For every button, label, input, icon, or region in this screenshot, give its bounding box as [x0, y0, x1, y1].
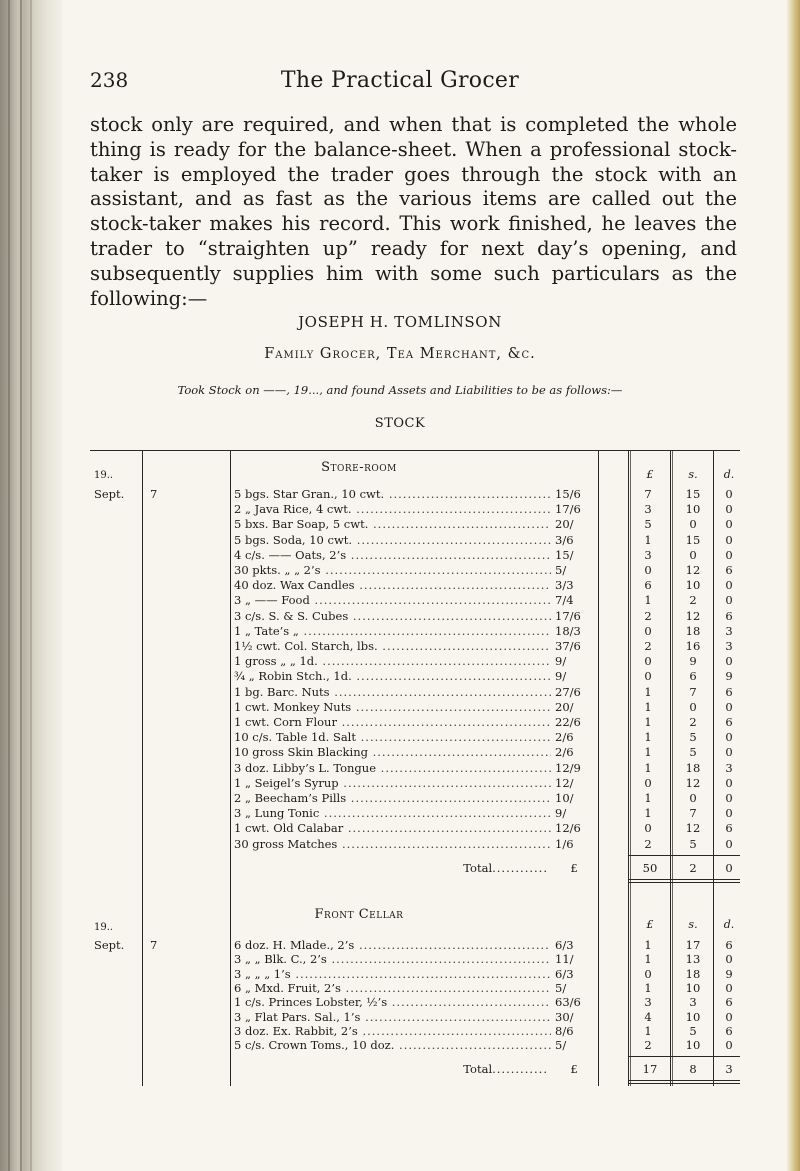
item-shillings: 10: [685, 1038, 701, 1053]
item-shillings: 13: [685, 952, 701, 967]
item-description: 10 gross Skin Blacking .....: [234, 745, 551, 759]
item-description: 3 „ „ Blk. C., 2’s .....: [234, 952, 551, 966]
took-stock-line: Took Stock on ——, 19..., and found Assets and Liabilities to be as follows:—: [177, 383, 623, 397]
item-pence: 6: [725, 821, 733, 836]
item-pounds: 3: [644, 995, 652, 1010]
item-price: 12/6: [555, 821, 581, 836]
item-description: 5 bgs. Soda, 10 cwt. .....: [234, 533, 551, 547]
stock-heading: STOCK: [374, 416, 426, 431]
item-description: 5 c/s. Crown Toms., 10 doz. .....: [234, 1038, 551, 1052]
item-price: 6/3: [555, 966, 574, 981]
item-shillings: 5: [689, 1023, 697, 1038]
store-room-heading: Store-room: [321, 460, 397, 475]
table-row: [90, 981, 740, 996]
item-price: 63/6: [555, 995, 581, 1010]
table-row: [90, 609, 740, 624]
item-pounds: 1: [644, 593, 652, 608]
item-pounds: 1: [644, 532, 652, 547]
item-pounds: 3: [644, 502, 652, 517]
table-row: [90, 806, 740, 821]
item-price: 3/6: [555, 532, 574, 547]
item-price: 11/: [555, 952, 574, 967]
item-pence: 6: [725, 1023, 733, 1038]
item-pence: 0: [725, 952, 733, 967]
item-price: 2/6: [555, 745, 574, 760]
table-row: [90, 685, 740, 700]
table-row: [90, 487, 740, 502]
item-price: 7/4: [555, 593, 574, 608]
table-row: [90, 730, 740, 745]
page-number: 238: [90, 68, 129, 92]
item-description: 5 bxs. Bar Soap, 5 cwt. .....: [234, 517, 551, 531]
item-price: 37/6: [555, 639, 581, 653]
item-shillings: 9: [689, 654, 697, 669]
table-top-rule: [90, 450, 740, 451]
table-row: [90, 1010, 740, 1025]
running-title: The Practical Grocer: [280, 68, 520, 93]
table-row: [90, 593, 740, 608]
item-description: 40 doz. Wax Candles .....: [234, 578, 551, 592]
store-room-shillings-header: s.: [688, 468, 698, 481]
table-row: [90, 837, 740, 852]
item-pence: 3: [725, 623, 733, 638]
table-row: [90, 533, 740, 548]
item-pounds: 0: [644, 821, 652, 836]
item-shillings: 12: [685, 821, 701, 836]
item-description: 3 doz. Libby’s L. Tongue .....: [234, 761, 551, 775]
store-room-pence-header: d.: [723, 468, 735, 481]
item-price: 20/: [555, 699, 574, 714]
item-pounds: 1: [644, 791, 652, 805]
front-cellar-total-rule: [628, 1056, 740, 1057]
item-price: 5/: [555, 980, 567, 995]
table-row: [90, 745, 740, 760]
company-name: JOSEPH H. TOMLINSON: [298, 313, 502, 331]
item-pence: 0: [725, 578, 733, 593]
item-shillings: 5: [689, 730, 697, 745]
item-description: 6 „ Mxd. Fruit, 2’s .....: [234, 981, 551, 995]
table-row: [90, 821, 740, 836]
item-shillings: 2: [689, 715, 697, 729]
item-pence: 6: [725, 684, 733, 699]
table-row: [90, 669, 740, 684]
item-price: 17/6: [555, 608, 581, 623]
book-binding-gutter: [0, 0, 62, 1171]
item-pounds: 1: [644, 745, 652, 760]
item-pounds: 1: [644, 980, 652, 995]
store-room-total-currency: £: [570, 861, 578, 875]
table-row: [90, 995, 740, 1010]
item-description: 3 doz. Ex. Rabbit, 2’s .....: [234, 1024, 551, 1038]
item-pounds: 2: [644, 608, 652, 623]
item-shillings: 0: [689, 517, 697, 532]
table-row: [90, 1024, 740, 1039]
item-pence: 0: [725, 806, 733, 821]
item-pence: 6: [725, 995, 733, 1010]
item-shillings: 12: [685, 775, 701, 790]
item-pence: 0: [725, 775, 733, 790]
item-pounds: 6: [644, 578, 652, 593]
item-pounds: 3: [644, 547, 652, 562]
item-description: 5 bgs. Star Gran., 10 cwt. .....: [234, 487, 551, 501]
item-shillings: 12: [685, 563, 701, 577]
item-pounds: 1: [644, 715, 652, 729]
item-pence: 0: [725, 745, 733, 760]
item-shillings: 18: [685, 966, 701, 981]
front-cellar-double-rule-2: [628, 1083, 740, 1084]
table-row: [90, 624, 740, 639]
table-row: [90, 639, 740, 654]
item-pence: 3: [725, 760, 733, 775]
item-pence: 0: [725, 502, 733, 517]
table-row: [90, 761, 740, 776]
item-pounds: 0: [644, 563, 652, 577]
item-shillings: 5: [689, 745, 697, 760]
item-pence: 6: [725, 715, 733, 729]
item-pounds: 0: [644, 623, 652, 638]
item-shillings: 16: [685, 639, 701, 653]
table-row: [90, 967, 740, 982]
front-cellar-shillings-header: s.: [688, 918, 698, 931]
item-pence: 9: [725, 669, 733, 684]
store-room-double-rule-2: [628, 882, 740, 883]
store-room-day: 7: [150, 487, 158, 501]
table-row: [90, 517, 740, 532]
item-pence: 0: [725, 730, 733, 745]
table-row: [90, 938, 740, 953]
item-description: 1 cwt. Corn Flour .....: [234, 715, 551, 729]
table-row: [90, 700, 740, 715]
item-price: 12/9: [555, 760, 581, 775]
table-row: [90, 563, 740, 578]
item-shillings: 18: [685, 623, 701, 638]
table-row: [90, 578, 740, 593]
item-pence: 0: [725, 836, 733, 851]
item-shillings: 2: [689, 593, 697, 608]
table-row: [90, 654, 740, 669]
item-pence: 0: [725, 1038, 733, 1053]
item-shillings: 0: [689, 791, 697, 805]
front-cellar-total-pence: 3: [725, 1062, 733, 1076]
table-row: [90, 952, 740, 967]
item-pence: 3: [725, 639, 733, 653]
item-pounds: 7: [644, 487, 652, 501]
item-shillings: 12: [685, 608, 701, 623]
item-price: 10/: [555, 791, 574, 805]
item-price: 9/: [555, 806, 567, 821]
item-shillings: 0: [689, 547, 697, 562]
item-description: 1 cwt. Monkey Nuts .....: [234, 700, 551, 714]
item-description: 3 „ Flat Pars. Sal., 1’s .....: [234, 1010, 551, 1024]
item-price: 27/6: [555, 684, 581, 699]
item-pounds: 1: [644, 806, 652, 821]
item-price: 9/: [555, 669, 567, 684]
item-pounds: 0: [644, 654, 652, 669]
item-pounds: 2: [644, 836, 652, 851]
item-description: 30 pkts. „ „ 2’s .....: [234, 563, 551, 577]
item-pence: 0: [725, 532, 733, 547]
item-description: 2 „ Beecham’s Pills .....: [234, 791, 551, 805]
item-description: 1 gross „ „ 1d. .....: [234, 654, 551, 668]
item-pence: 0: [725, 547, 733, 562]
table-row: [90, 548, 740, 563]
item-description: 1 c/s. Princes Lobster, ½’s .....: [234, 995, 551, 1009]
item-price: 1/6: [555, 836, 574, 851]
front-cellar-pounds-header: £: [646, 918, 654, 931]
item-description: 3 c/s. S. & S. Cubes .....: [234, 609, 551, 623]
item-price: 12/: [555, 775, 574, 790]
front-cellar-total-label: Total .....: [420, 1062, 548, 1076]
item-pence: 6: [725, 563, 733, 577]
store-room-pounds-header: £: [646, 468, 654, 481]
item-shillings: 10: [685, 578, 701, 593]
item-pence: 0: [725, 593, 733, 608]
item-pence: 0: [725, 980, 733, 995]
item-pounds: 1: [644, 952, 652, 967]
item-description: 3 „ —— Food .....: [234, 593, 551, 607]
item-pounds: 1: [644, 760, 652, 775]
store-room-double-rule-1: [628, 879, 740, 880]
item-description: 1½ cwt. Col. Starch, lbs. .....: [234, 639, 551, 653]
item-description: 30 gross Matches .....: [234, 837, 551, 851]
store-room-total-shillings: 2: [689, 861, 697, 875]
item-description: 6 doz. H. Mlade., 2’s .....: [234, 938, 551, 952]
item-shillings: 0: [689, 699, 697, 714]
item-pounds: 0: [644, 775, 652, 790]
front-cellar-total-pounds: 17: [642, 1062, 658, 1076]
item-description: 4 c/s. —— Oats, 2’s .....: [234, 548, 551, 562]
item-pence: 0: [725, 791, 733, 805]
item-price: 6/3: [555, 938, 574, 952]
front-cellar-double-rule-1: [628, 1080, 740, 1081]
item-pounds: 1: [644, 1023, 652, 1038]
item-description: 3 „ „ „ 1’s .....: [234, 967, 551, 981]
front-cellar-day: 7: [150, 938, 158, 952]
intro-paragraph: stock only are required, and when that is completed the whole thing is ready for the balance-sheet. When a professional stock-taker is employed the trader goes through the stock with an assistant, and as fast as the various items are called out the stock-taker makes his record. This work finished, he leaves the trader to “straighten up” ready for next day’s opening, and subsequently supplies him with some such particulars as the following:—: [90, 113, 737, 310]
item-shillings: 15: [685, 487, 701, 501]
item-price: 5/: [555, 563, 567, 577]
store-room-total-pounds: 50: [642, 861, 658, 875]
item-price: 8/6: [555, 1023, 574, 1038]
item-pence: 0: [725, 487, 733, 501]
item-pence: 0: [725, 699, 733, 714]
item-description: 1 „ Tate’s „ .....: [234, 624, 551, 638]
item-pounds: 1: [644, 730, 652, 745]
stock-table: [90, 450, 740, 1093]
item-price: 3/3: [555, 578, 574, 593]
item-pence: 0: [725, 1009, 733, 1024]
item-shillings: 5: [689, 836, 697, 851]
item-shillings: 17: [685, 938, 701, 952]
item-pounds: 1: [644, 684, 652, 699]
page-header: [0, 68, 800, 98]
item-pence: 0: [725, 654, 733, 669]
company-subtitle: Family Grocer, Tea Merchant, &c.: [264, 346, 536, 362]
item-description: 2 „ Java Rice, 4 cwt. .....: [234, 502, 551, 516]
item-pounds: 0: [644, 669, 652, 684]
store-room-total-rule: [628, 855, 740, 856]
item-price: 15/6: [555, 487, 581, 501]
item-price: 30/: [555, 1009, 574, 1024]
item-shillings: 10: [685, 1009, 701, 1024]
item-pounds: 1: [644, 938, 652, 952]
item-price: 9/: [555, 654, 567, 669]
item-pounds: 2: [644, 1038, 652, 1053]
item-price: 15/: [555, 547, 574, 562]
item-shillings: 15: [685, 532, 701, 547]
item-pounds: 4: [644, 1009, 652, 1024]
item-shillings: 10: [685, 502, 701, 517]
item-pence: 9: [725, 966, 733, 981]
front-cellar-total-shillings: 8: [689, 1062, 697, 1076]
table-row: [90, 502, 740, 517]
item-pence: 6: [725, 608, 733, 623]
item-price: 22/6: [555, 715, 581, 729]
item-description: 1 bg. Barc. Nuts .....: [234, 685, 551, 699]
front-cellar-total-currency: £: [570, 1062, 578, 1076]
table-row: [90, 715, 740, 730]
item-pounds: 1: [644, 699, 652, 714]
front-cellar-heading: Front Cellar: [314, 907, 404, 922]
table-row: [90, 776, 740, 791]
store-room-year: 19..: [94, 470, 114, 481]
item-pounds: 2: [644, 639, 652, 653]
front-cellar-pence-header: d.: [723, 918, 735, 931]
item-description: 10 c/s. Table 1d. Salt .....: [234, 730, 551, 744]
table-row: [90, 791, 740, 806]
item-shillings: 6: [689, 669, 697, 684]
item-shillings: 7: [689, 684, 697, 699]
store-room-month: Sept.: [94, 487, 125, 501]
item-pence: 0: [725, 517, 733, 532]
item-price: 18/3: [555, 623, 581, 638]
item-price: 17/6: [555, 502, 581, 517]
item-pounds: 5: [644, 517, 652, 532]
store-room-total-label: Total .....: [420, 861, 548, 875]
item-shillings: 7: [689, 806, 697, 821]
item-price: 5/: [555, 1038, 567, 1053]
front-cellar-month: Sept.: [94, 938, 125, 952]
item-pence: 6: [725, 938, 733, 952]
item-pounds: 0: [644, 966, 652, 981]
item-price: 20/: [555, 517, 574, 532]
item-description: 1 cwt. Old Calabar .....: [234, 821, 551, 835]
item-description: 1 „ Seigel’s Syrup .....: [234, 776, 551, 790]
page-edge: [786, 0, 800, 1171]
item-description: ¾ „ Robin Stch., 1d. .....: [234, 669, 551, 683]
item-shillings: 10: [685, 980, 701, 995]
item-price: 2/6: [555, 730, 574, 745]
table-row: [90, 1038, 740, 1053]
store-room-total-pence: 0: [725, 861, 733, 875]
front-cellar-year: 19..: [94, 922, 114, 933]
item-shillings: 3: [689, 995, 697, 1010]
item-description: 3 „ Lung Tonic .....: [234, 806, 551, 820]
item-shillings: 18: [685, 760, 701, 775]
